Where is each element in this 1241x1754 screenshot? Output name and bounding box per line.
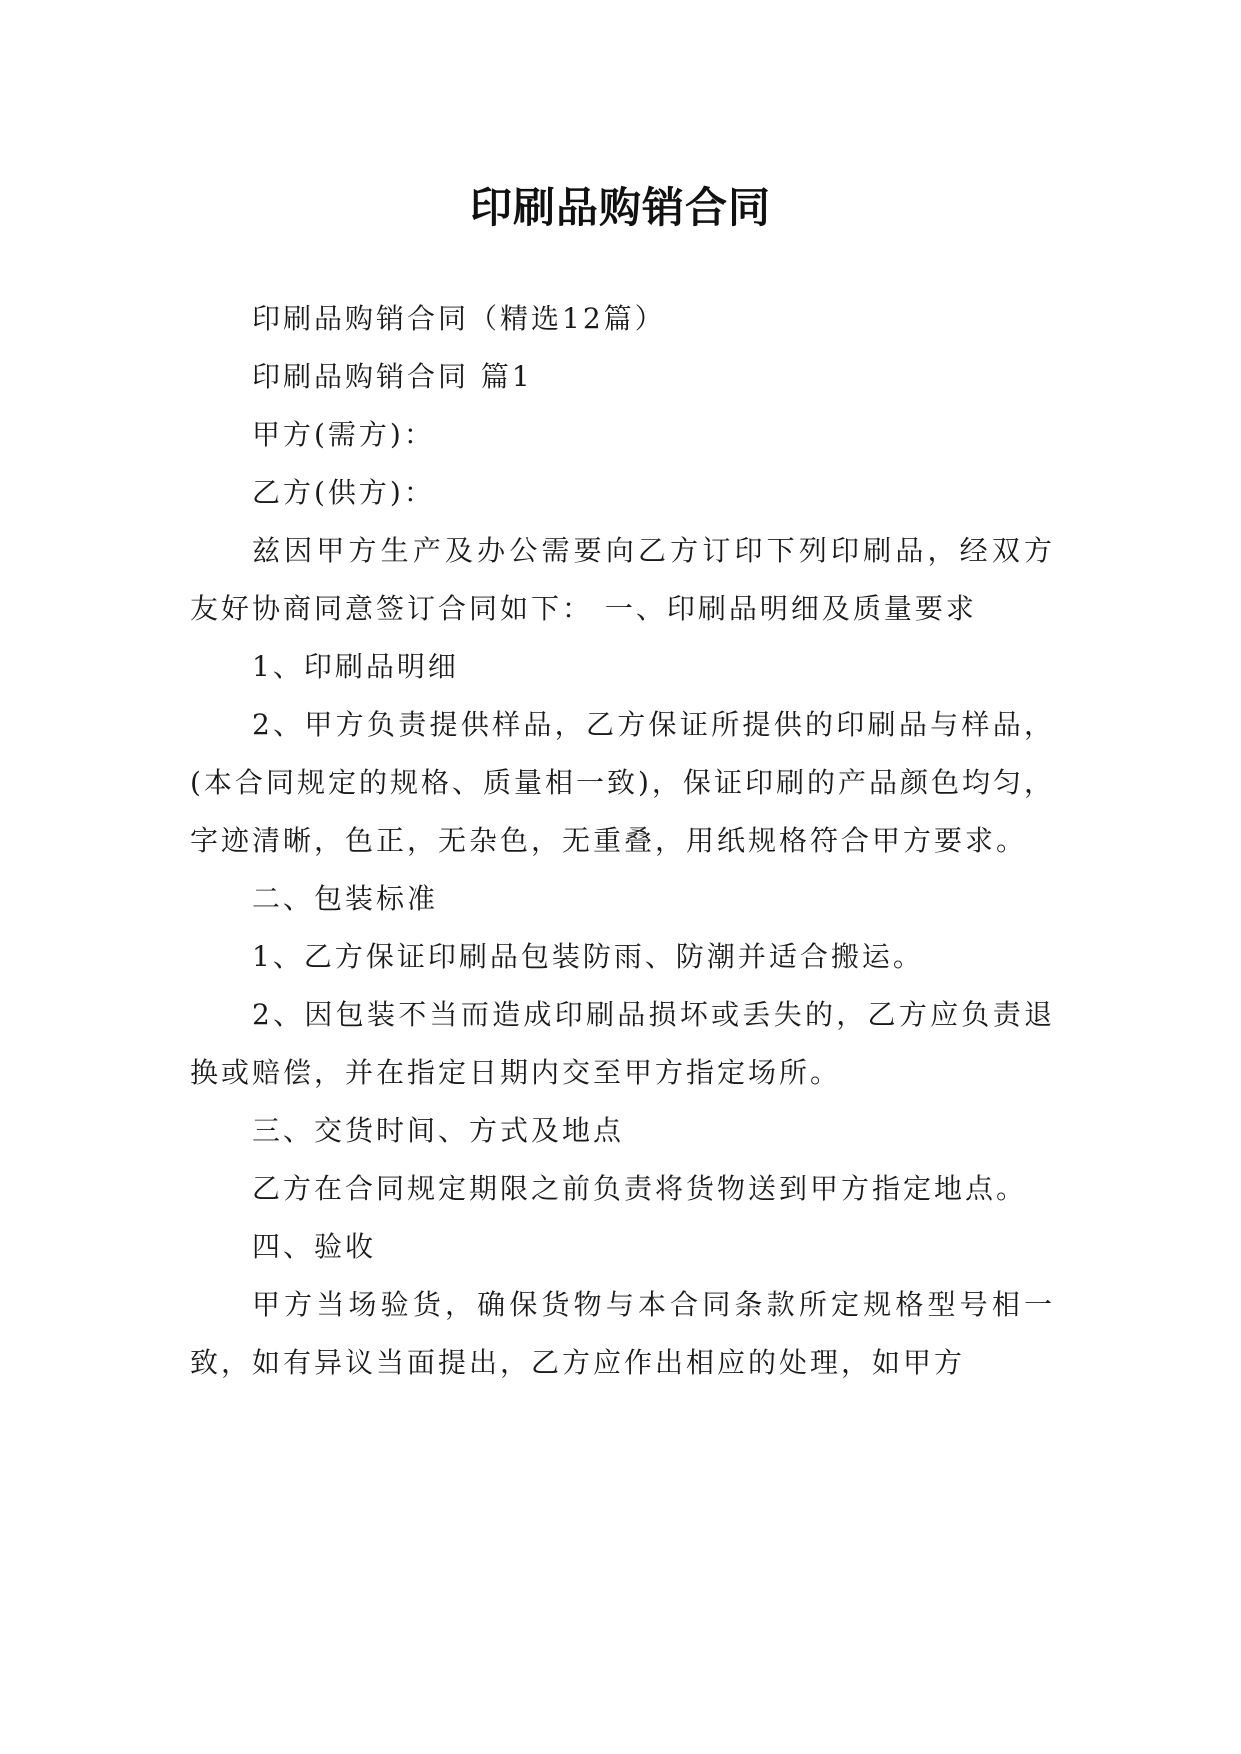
paragraph-preamble: 兹因甲方生产及办公需要向乙方订印下列印刷品，经双方友好协商同意签订合同如下： 一、印刷品明细及质量要求	[190, 534, 1055, 625]
paragraph-packaging-2: 2、因包装不当而造成印刷品损坏或丢失的，乙方应负责退换或赔偿，并在指定日期内交至甲方指定场所。	[190, 998, 1055, 1089]
document-body	[190, 290, 1055, 1392]
paragraph-contract-number: 印刷品购销合同 篇1	[252, 360, 533, 393]
paragraph-packaging-1: 1、乙方保证印刷品包装防雨、防潮并适合搬运。	[252, 940, 924, 973]
paragraph-item-detail: 1、印刷品明细	[252, 650, 459, 683]
paragraph-party-a: 甲方(需方)：	[252, 418, 435, 451]
section-heading-acceptance: 四、验收	[252, 1230, 377, 1263]
paragraph-party-b: 乙方(供方)：	[252, 476, 435, 509]
paragraph-acceptance: 甲方当场验货，确保货物与本合同条款所定规格型号相一致，如有异议当面提出，乙方应作出相应的处理，如甲方	[190, 1288, 1055, 1379]
paragraph-heading-collection: 印刷品购销合同（精选12篇）	[252, 302, 666, 335]
section-heading-packaging: 二、包装标准	[252, 882, 439, 915]
paragraph-quality-requirement: 2、甲方负责提供样品，乙方保证所提供的印刷品与样品，(本合同规定的规格、质量相一致)，保证印刷的产品颜色均匀，字迹清晰，色正，无杂色，无重叠，用纸规格符合甲方要求。	[190, 708, 1055, 857]
document-title: 印刷品购销合同	[469, 183, 771, 233]
section-heading-delivery: 三、交货时间、方式及地点	[252, 1114, 625, 1147]
paragraph-delivery: 乙方在合同规定期限之前负责将货物送到甲方指定地点。	[252, 1172, 1028, 1205]
